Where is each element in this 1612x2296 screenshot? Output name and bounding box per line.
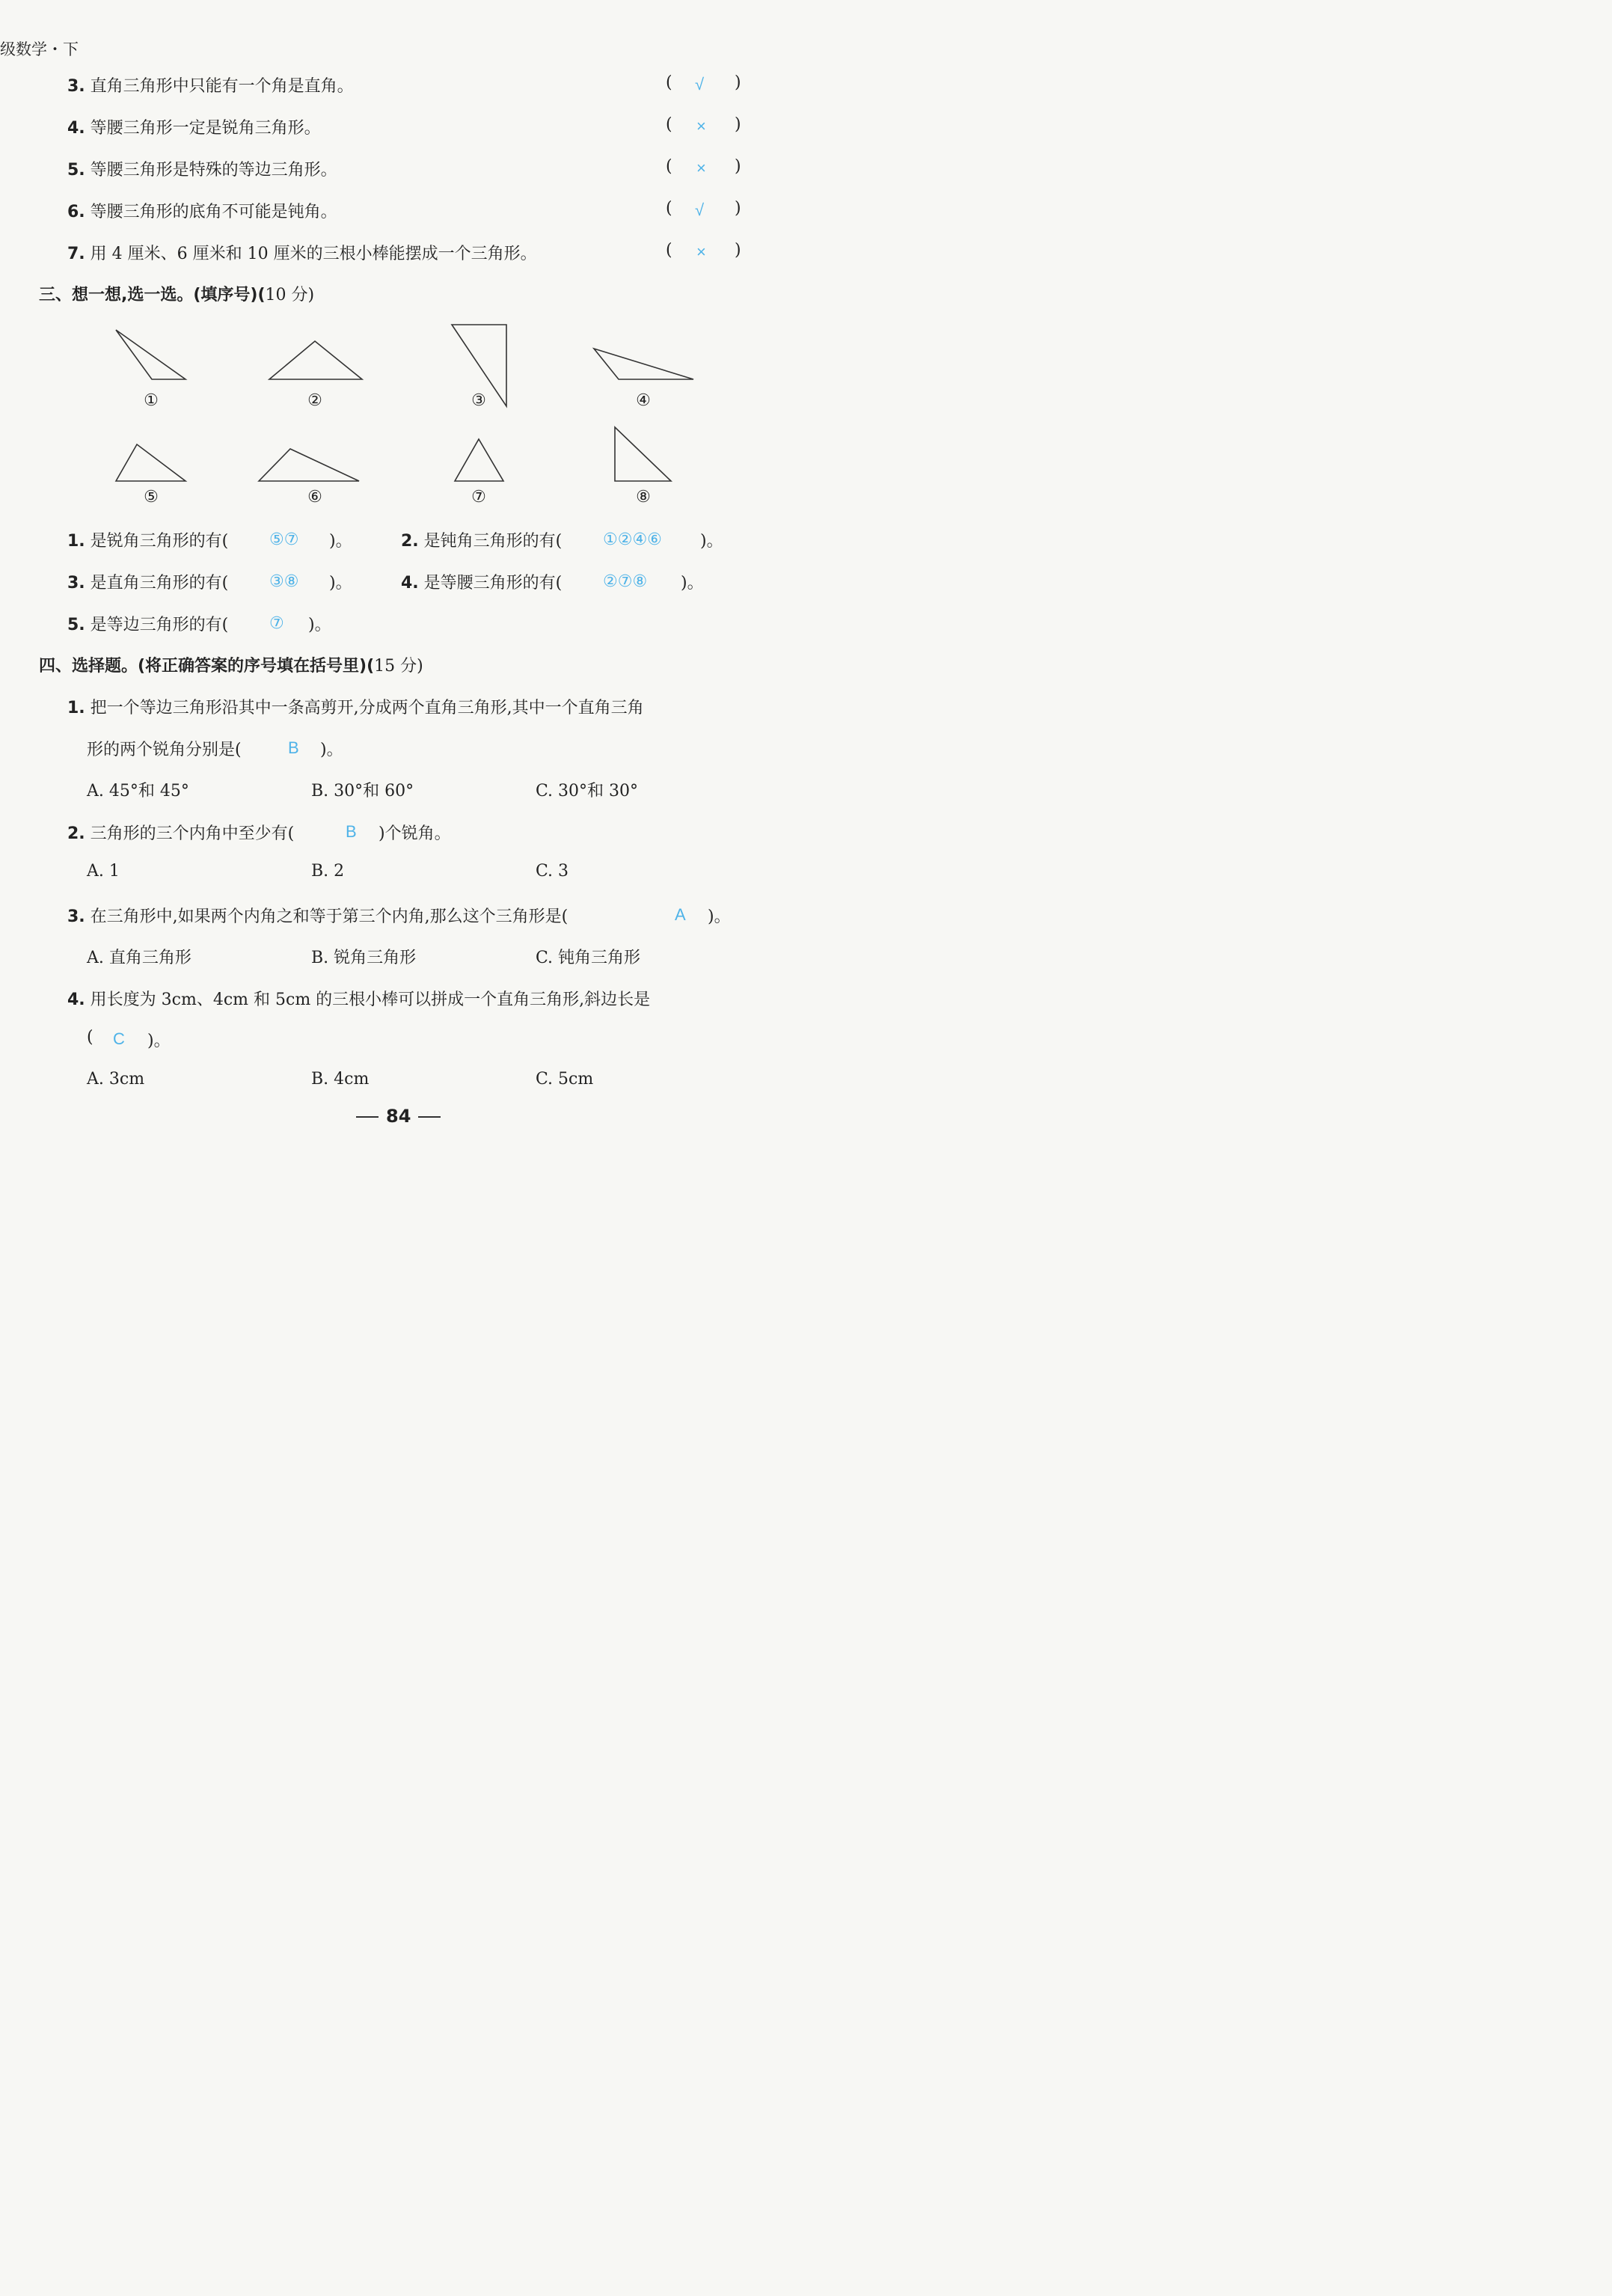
triangle-label-6: ⑥ xyxy=(307,488,322,506)
tf-5-answer: × xyxy=(696,159,706,177)
sec4-q4-option-c: C. 5cm xyxy=(536,1070,594,1089)
triangle-8 xyxy=(615,427,671,481)
triangle-label-2: ② xyxy=(307,391,322,410)
sec4-q4-option-a: A. 3cm xyxy=(87,1070,145,1089)
sec3-q4-end: )。 xyxy=(681,574,704,593)
sec3-q2-text: 是钝角三角形的有( xyxy=(423,532,563,551)
sec4-q2-option-a: A. 1 xyxy=(87,862,120,881)
triangle-label-4: ④ xyxy=(636,391,651,410)
sec4-q1-num: 1. xyxy=(67,699,85,717)
sec4-q1-line1 xyxy=(67,695,644,718)
sec4-q3-option-b: B. 锐角三角形 xyxy=(311,949,417,967)
footer-dash-left xyxy=(356,1116,379,1118)
sec4-q1-option-c: C. 30°和 30° xyxy=(536,782,639,800)
sec3-q4 xyxy=(401,570,562,593)
triangle-label-1: ① xyxy=(144,391,159,410)
tf-6-close: ) xyxy=(735,199,741,218)
sec4-q1-text1: 把一个等边三角形沿其中一条高剪开,分成两个直角三角形,其中一个直角三角 xyxy=(90,699,644,717)
sec4-q3-num: 3. xyxy=(67,907,85,926)
tf-4-num: 4. xyxy=(67,119,85,138)
sec4-q1-option-b: B. 30°和 60° xyxy=(311,782,414,800)
tf-6-open: ( xyxy=(666,199,672,218)
sec3-q2-end: )。 xyxy=(700,532,723,551)
sec3-q5-answer: ⑦ xyxy=(269,613,284,632)
sec4-q4-option-b: B. 4cm xyxy=(311,1070,370,1089)
sec4-q4-answer: C xyxy=(113,1029,125,1048)
sec3-q4-text: 是等腰三角形的有( xyxy=(423,574,563,593)
sec4-q2-option-b: B. 2 xyxy=(311,862,345,881)
tf-3-answer: √ xyxy=(695,75,705,94)
tf-7-open: ( xyxy=(666,241,672,260)
sec4-q4-text1: 用长度为 3cm、4cm 和 5cm 的三根小棒可以拼成一个直角三角形,斜边长是 xyxy=(90,991,651,1009)
page-header: 级数学・下 xyxy=(0,40,79,58)
sec3-q1 xyxy=(67,528,228,551)
triangle-4 xyxy=(594,349,693,379)
sec4-q4-open: ( xyxy=(87,1028,94,1047)
tf-6-text: 等腰三角形的底角不可能是钝角。 xyxy=(90,203,337,221)
sec3-q3-end: )。 xyxy=(329,574,352,593)
sec4-q2 xyxy=(67,821,294,844)
tf-3-open: ( xyxy=(666,73,672,92)
section-4-title xyxy=(39,653,423,676)
tf-3-num: 3. xyxy=(67,77,85,96)
sec3-q5 xyxy=(67,612,228,635)
tf-4-answer: × xyxy=(696,117,706,135)
tf-3-close: ) xyxy=(735,73,741,92)
section-3-title-text: 三、想一想,选一选。(填序号)( xyxy=(39,286,266,304)
page-number-text: 84 xyxy=(386,1106,411,1127)
tf-7-num: 7. xyxy=(67,245,85,263)
sec3-q1-text: 是锐角三角形的有( xyxy=(90,532,229,551)
triangle-label-7: ⑦ xyxy=(471,488,486,506)
page-number xyxy=(349,1106,448,1127)
sec4-q4-end: )。 xyxy=(147,1032,171,1050)
sec4-q1-option-a: A. 45°和 45° xyxy=(87,782,189,800)
footer-dash-right xyxy=(418,1116,441,1118)
sec3-q3-answer: ③⑧ xyxy=(269,572,299,590)
sec3-q3-text: 是直角三角形的有( xyxy=(90,574,229,593)
triangle-7 xyxy=(455,439,503,481)
sec4-q2-option-c: C. 3 xyxy=(536,862,569,881)
sec3-q1-answer: ⑤⑦ xyxy=(269,530,299,548)
tf-4-text: 等腰三角形一定是锐角三角形。 xyxy=(90,119,321,138)
sec3-q2-answer: ①②④⑥ xyxy=(603,530,662,548)
sec4-q1-line2: 形的两个锐角分别是( xyxy=(87,741,242,759)
tf-4-open: ( xyxy=(666,115,672,134)
sec3-q5-end: )。 xyxy=(308,616,331,634)
tf-5-num: 5. xyxy=(67,161,85,180)
tf-4-close: ) xyxy=(735,115,741,134)
section-3-points: 10 分) xyxy=(265,286,315,304)
triangles-figure xyxy=(0,0,823,524)
tf-5-open: ( xyxy=(666,157,672,176)
tf-5-text: 等腰三角形是特殊的等边三角形。 xyxy=(90,161,337,180)
sec4-q3-end: )。 xyxy=(708,907,731,926)
tf-6-num: 6. xyxy=(67,203,85,221)
triangle-2 xyxy=(269,341,362,379)
sec3-q3 xyxy=(67,570,228,593)
sec3-q5-num: 5. xyxy=(67,616,85,634)
sec4-q1-end: )。 xyxy=(320,741,343,759)
sec4-q2-answer: B xyxy=(346,822,357,841)
tf-3-text: 直角三角形中只能有一个角是直角。 xyxy=(90,77,354,96)
tf-7-answer: × xyxy=(696,242,706,261)
triangle-label-5: ⑤ xyxy=(144,488,159,506)
sec3-q4-answer: ②⑦⑧ xyxy=(603,572,648,590)
sec4-q4-line1 xyxy=(67,987,650,1010)
sec4-q2-num: 2. xyxy=(67,824,85,843)
triangle-1 xyxy=(116,330,186,379)
tf-7-close: ) xyxy=(735,241,741,260)
tf-7-text: 用 4 厘米、6 厘米和 10 厘米的三根小棒能摆成一个三角形。 xyxy=(90,245,537,263)
sec3-q5-text: 是等边三角形的有( xyxy=(90,616,229,634)
triangle-5 xyxy=(116,444,186,481)
sec4-q3 xyxy=(67,904,568,927)
sec3-q1-end: )。 xyxy=(329,532,352,551)
sec3-q2-num: 2. xyxy=(401,532,419,551)
triangle-label-3: ③ xyxy=(471,391,486,410)
tf-6-answer: √ xyxy=(695,200,705,219)
tf-5-close: ) xyxy=(735,157,741,176)
sec3-q4-num: 4. xyxy=(401,574,419,593)
sec4-q3-option-a: A. 直角三角形 xyxy=(87,949,191,967)
sec4-q1-answer: B xyxy=(288,738,299,757)
sec4-q3-text: 在三角形中,如果两个内角之和等于第三个内角,那么这个三角形是( xyxy=(90,907,569,926)
section-4-title-text: 四、选择题。(将正确答案的序号填在括号里)( xyxy=(39,657,375,676)
section-4-points: 15 分) xyxy=(374,657,423,676)
sec3-q2 xyxy=(401,528,562,551)
sec4-q4-num: 4. xyxy=(67,991,85,1009)
sec4-q3-option-c: C. 钝角三角形 xyxy=(536,949,641,967)
sec3-q1-num: 1. xyxy=(67,532,85,551)
sec4-q2-end: )个锐角。 xyxy=(379,824,451,843)
sec4-q2-text: 三角形的三个内角中至少有( xyxy=(90,824,295,843)
sec3-q3-num: 3. xyxy=(67,574,85,593)
triangle-6 xyxy=(259,449,359,481)
sec4-q3-answer: A xyxy=(675,905,686,924)
triangle-label-8: ⑧ xyxy=(636,488,651,506)
